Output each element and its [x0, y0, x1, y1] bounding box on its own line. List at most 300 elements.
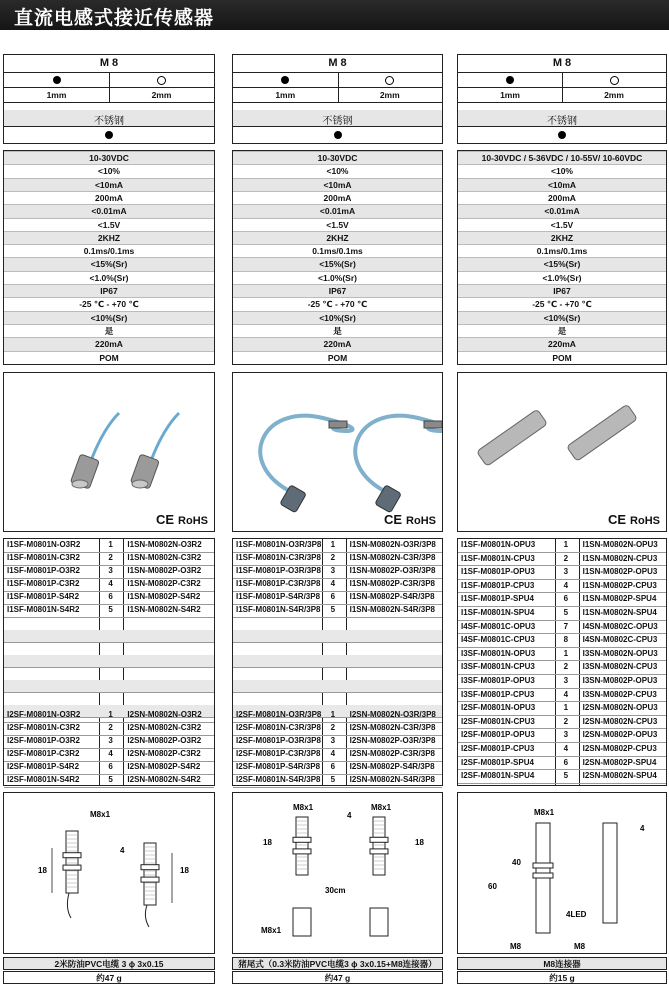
product-column — [457, 54, 667, 984]
material-dot-icon — [558, 131, 566, 139]
weight: 约47 g — [3, 971, 215, 984]
spec-row: <0.01mA — [233, 204, 442, 218]
model-code-npn: I2SF-M0801N-O3R/3P8 — [236, 710, 322, 719]
nonflush-ring-icon — [610, 76, 619, 85]
wiring-code: 2 — [108, 723, 113, 732]
range-row — [4, 88, 214, 103]
wiring-code: 3 — [330, 736, 336, 745]
wiring-code: 3 — [108, 736, 113, 745]
model-code-npn: I2SF-M0801P-C3R/3P8 — [236, 749, 321, 758]
nonflush-symbol — [338, 73, 443, 87]
wiring-code: 2 — [563, 553, 569, 563]
nut — [370, 849, 388, 854]
spec-row: 220mA — [233, 337, 442, 351]
spec-row: <10mA — [458, 178, 666, 192]
model-code-pnp: I1SN-M0802P-SPU4 — [582, 594, 657, 604]
nonflush-symbol — [109, 73, 214, 87]
material-row — [4, 110, 214, 127]
model-code-npn: I4SF-M0801C-OPU3 — [461, 621, 536, 631]
spec-row: 2KHZ — [233, 231, 442, 245]
dimension-drawing — [457, 792, 667, 954]
wiring-code: 5 — [330, 775, 336, 784]
model-code-pnp: I1SN-M0802N-C3R2 — [127, 553, 202, 562]
model-code-npn: I2SF-M0801N-SPU4 — [461, 771, 535, 781]
model-row — [4, 748, 214, 762]
dim-a-label: 4 — [120, 846, 125, 855]
material-row — [458, 110, 666, 127]
model-header-box — [457, 54, 667, 144]
model-code-npn: I2SF-M0801N-OPU3 — [461, 703, 536, 713]
model-code-npn: I1SF-M0801N-O3R2 — [7, 540, 81, 549]
cable-spec: M8连接器 — [457, 957, 667, 970]
model-code-pnp: I1SN-M0802N-OPU3 — [582, 540, 658, 549]
nonflush-ring-icon — [157, 76, 166, 85]
product-image — [3, 372, 215, 532]
nut — [370, 837, 388, 842]
spec-row: <10%(Sr) — [458, 311, 666, 325]
wiring-code: 5 — [108, 605, 113, 614]
model-code-pnp: I2SN-M0802N-CPU3 — [582, 716, 658, 726]
empty-row — [233, 617, 442, 631]
spec-row: <15%(Sr) — [233, 257, 442, 271]
spec-row: POM — [233, 351, 442, 365]
wiring-code: 7 — [563, 621, 569, 631]
sensor-photo — [458, 373, 666, 531]
model-row — [233, 552, 442, 566]
dimension-drawing — [232, 792, 443, 954]
model-row — [458, 770, 666, 784]
wiring-code: 4 — [330, 579, 336, 588]
wiring-code: 1 — [563, 540, 569, 549]
model-code-pnp: I1SN-M0802P-OPU3 — [582, 567, 658, 577]
sensor-face — [72, 480, 88, 488]
model-row — [458, 539, 666, 553]
spec-table — [232, 150, 443, 365]
wiring-code: 6 — [563, 757, 569, 767]
model-code-pnp: I2SN-M0802N-S4R2 — [127, 775, 201, 784]
model-row — [458, 689, 666, 703]
model-row — [4, 591, 214, 605]
flush-range: 1mm — [46, 90, 67, 100]
sensor-photo — [233, 373, 442, 531]
model-code-pnp: I2SN-M0802N-O3R/3P8 — [349, 710, 436, 719]
dim-l2-label: 18 — [180, 866, 189, 875]
spec-row: 10-30VDC — [233, 151, 442, 165]
wiring-code: 4 — [563, 580, 569, 590]
model-row — [4, 539, 214, 553]
model-code-pnp: I2SN-M0802P-S4R2 — [127, 762, 201, 771]
material-label: 不锈钢 — [547, 116, 577, 127]
nonflush-range: 2mm — [604, 90, 624, 100]
spec-row: <0.01mA — [4, 204, 214, 218]
spec-row: 220mA — [4, 337, 214, 351]
material-dot-icon — [105, 131, 113, 139]
dimension-svg — [4, 793, 214, 953]
model-code-pnp: I2SN-M0802N-OPU3 — [582, 703, 658, 713]
spec-row: <10%(Sr) — [4, 311, 214, 325]
wiring-code: 4 — [330, 749, 336, 758]
product-column — [3, 54, 215, 984]
model-code-pnp: I1SN-M0802N-C3R/3P8 — [349, 553, 436, 562]
model-code-npn: I2SF-M0801N-CPU3 — [461, 716, 535, 726]
model-code-pnp: I4SN-M0802C-OPU3 — [582, 621, 658, 631]
sensor-outline — [296, 817, 308, 875]
cable-end — [67, 893, 71, 918]
model-code-pnp: I1SN-M0802P-C3R2 — [127, 579, 201, 588]
wiring-code: 6 — [108, 762, 113, 771]
spec-row: <10mA — [4, 178, 214, 192]
spec-row: <10% — [233, 164, 442, 178]
dimension-drawing — [3, 792, 215, 954]
spec-row: 200mA — [4, 191, 214, 205]
model-row — [458, 634, 666, 648]
rohs-mark: RoHS — [406, 515, 436, 527]
wiring-code: 6 — [108, 592, 113, 601]
sensor-outline — [373, 817, 385, 875]
wiring-code: 2 — [108, 553, 113, 562]
model-code-pnp: I1SN-M0802N-CPU3 — [582, 553, 658, 563]
spec-row: 2KHZ — [458, 231, 666, 245]
wiring-code: 6 — [563, 594, 569, 604]
model-row — [233, 539, 442, 553]
product-column — [232, 54, 443, 984]
spec-row: -25 ℃ - +70 ℃ — [233, 297, 442, 311]
spec-row: IP67 — [233, 284, 442, 298]
flush-symbol — [4, 73, 109, 87]
model-row — [233, 709, 442, 723]
model-code-pnp: I1SN-M0802P-S4R/3P8 — [349, 592, 435, 601]
model-code-npn: I1SF-M0801N-O3R/3P8 — [236, 540, 322, 549]
m8-label-1: M8 — [510, 942, 522, 951]
model-code-pnp: I2SN-M0802P-C3R2 — [127, 749, 201, 758]
model-code-pnp: I1SN-M0802P-C3R/3P8 — [349, 579, 435, 588]
model-code-pnp: I1SN-M0802N-O3R2 — [127, 540, 202, 549]
spec-row: 10-30VDC — [4, 151, 214, 165]
model-row — [458, 729, 666, 743]
spec-row: IP67 — [4, 284, 214, 298]
wiring-code: 3 — [563, 730, 569, 740]
model-row — [4, 578, 214, 592]
spec-row: 220mA — [458, 337, 666, 351]
model-code-npn: I3SF-M0801P-OPU3 — [461, 676, 535, 685]
model-name: M 8 — [233, 55, 442, 73]
empty-row — [4, 680, 214, 694]
led-label: 4LED — [566, 910, 587, 919]
dim-l1-label: 40 — [512, 858, 521, 867]
spec-row: 0.1ms/0.1ms — [233, 244, 442, 258]
model-row — [233, 578, 442, 592]
product-image — [457, 372, 667, 532]
ce-rohs-mark — [156, 512, 208, 527]
sensor-outline — [144, 843, 156, 905]
spec-row: <10mA — [233, 178, 442, 192]
spec-row: <1.0%(Sr) — [233, 271, 442, 285]
spec-row: POM — [4, 351, 214, 365]
model-row — [233, 722, 442, 736]
flush-range: 1mm — [275, 90, 296, 100]
wiring-code: 1 — [330, 710, 336, 719]
wiring-code: 1 — [108, 710, 113, 719]
model-code-npn: I2SF-M0801P-OPU3 — [461, 730, 535, 740]
nonflush-ring-icon — [385, 76, 394, 85]
wiring-code: 6 — [330, 762, 336, 771]
connector-outline — [293, 908, 311, 936]
wiring-code: 5 — [330, 605, 336, 614]
model-row — [233, 774, 442, 788]
model-code-pnp: I2SN-M0802P-CPU3 — [582, 744, 657, 753]
material-dot-row — [233, 127, 442, 143]
empty-row — [233, 692, 442, 706]
model-code-npn: I2SF-M0801N-C3R/3P8 — [236, 723, 321, 732]
sensor-outline — [603, 823, 617, 923]
dim-l1-label: 18 — [263, 838, 272, 847]
model-code-npn: I2SF-M0801N-S4R2 — [7, 775, 80, 784]
model-row — [458, 607, 666, 621]
model-code-npn: I4SF-M0801C-CPU3 — [461, 635, 535, 645]
model-code-npn: I1SF-M0801N-OPU3 — [461, 540, 536, 549]
model-row — [458, 648, 666, 662]
wiring-code: 3 — [330, 566, 336, 575]
flush-symbol — [458, 73, 562, 87]
model-code-pnp: I2SN-M0802N-O3R2 — [127, 710, 202, 719]
spec-row: <10% — [458, 164, 666, 178]
model-header-box — [232, 54, 443, 144]
cable-spec: 2米防油PVC电缆 3 ϕ 3x0.15 — [3, 957, 215, 970]
spec-row: <1.0%(Sr) — [4, 271, 214, 285]
ce-rohs-mark — [384, 512, 436, 527]
model-row — [233, 735, 442, 749]
cable-end — [145, 905, 149, 927]
spec-row: <15%(Sr) — [4, 257, 214, 271]
model-code-pnp: I1SN-M0802N-O3R/3P8 — [349, 540, 436, 549]
cable — [92, 413, 119, 458]
wiring-code: 3 — [563, 676, 569, 685]
model-row — [458, 553, 666, 567]
model-code-npn: I2SF-M0801P-SPU4 — [461, 757, 534, 767]
mount-type-row — [458, 73, 666, 88]
model-code-npn: I3SF-M0801N-CPU3 — [461, 662, 535, 672]
model-code-npn: I1SF-M0801N-C3R2 — [7, 553, 80, 562]
model-code-pnp: I2SN-M0802P-O3R/3P8 — [349, 736, 436, 745]
spec-row: <1.0%(Sr) — [458, 271, 666, 285]
spec-row: <10%(Sr) — [233, 311, 442, 325]
nonflush-range: 2mm — [151, 90, 172, 100]
model-code-npn: I2SF-M0801P-O3R/3P8 — [236, 736, 321, 745]
model-row — [4, 709, 214, 723]
model-table — [457, 538, 667, 786]
wiring-code: 1 — [330, 540, 336, 549]
model-code-npn: I1SF-M0801P-SPU4 — [461, 594, 534, 604]
m8-label-2: M8 — [574, 942, 586, 951]
nut — [293, 849, 311, 854]
sensor-head — [329, 421, 347, 428]
mount-type-row — [233, 73, 442, 88]
empty-row — [233, 680, 442, 694]
mount-type-row — [4, 73, 214, 88]
wiring-code: 2 — [330, 723, 336, 732]
model-row — [458, 757, 666, 771]
wiring-code: 5 — [563, 608, 569, 617]
model-row — [458, 716, 666, 730]
spec-row: 10-30VDC / 5-36VDC / 10-55V/ 10-60VDC — [458, 151, 666, 165]
model-row — [458, 621, 666, 635]
spec-row: 0.1ms/0.1ms — [458, 244, 666, 258]
model-row — [233, 565, 442, 579]
spec-row: <0.01mA — [458, 204, 666, 218]
wiring-code: 3 — [108, 566, 113, 575]
dim-a-label: 4 — [640, 824, 645, 833]
model-header-box — [3, 54, 215, 144]
model-code-npn: I1SF-M0801N-C3R/3P8 — [236, 553, 321, 562]
wiring-code: 4 — [108, 749, 113, 758]
model-row — [458, 702, 666, 716]
spec-row: 0.1ms/0.1ms — [4, 244, 214, 258]
model-code-npn: I2SF-M0801P-S4R/3P8 — [236, 762, 321, 771]
model-name: M 8 — [4, 55, 214, 73]
model-code-pnp: I2SN-M0802N-C3R/3P8 — [349, 723, 436, 732]
rohs-mark: RoHS — [630, 515, 660, 527]
spec-row: IP67 — [458, 284, 666, 298]
model-code-pnp: I1SN-M0802N-S4R/3P8 — [349, 605, 435, 614]
empty-row — [233, 630, 442, 644]
sensor-outline — [66, 831, 78, 893]
model-code-pnp: I1SN-M0802N-SPU4 — [582, 608, 657, 617]
model-table — [232, 538, 443, 786]
material-dot — [233, 127, 442, 143]
wiring-code: 5 — [563, 771, 569, 781]
model-row — [4, 774, 214, 788]
model-code-npn: I1SF-M0801N-SPU4 — [461, 608, 535, 617]
model-row — [458, 675, 666, 689]
wiring-code: 4 — [108, 579, 113, 588]
model-code-npn: I1SF-M0801N-S4R/3P8 — [236, 605, 321, 614]
model-code-pnp: I1SN-M0802P-O3R2 — [127, 566, 202, 575]
model-row — [458, 743, 666, 757]
nut — [533, 863, 553, 868]
dimension-svg — [458, 793, 666, 953]
wiring-code: 1 — [108, 540, 113, 549]
product-image — [232, 372, 443, 532]
model-table — [3, 538, 215, 786]
sensor-head — [424, 421, 442, 428]
model-code-pnp: I2SN-M0802P-SPU4 — [582, 757, 657, 767]
material-dot-row — [458, 127, 666, 143]
material-dot — [4, 127, 214, 143]
model-code-npn: I1SF-M0801P-CPU3 — [461, 580, 535, 590]
model-code-pnp: I2SN-M0802N-S4R/3P8 — [349, 775, 435, 784]
empty-row — [4, 667, 214, 681]
nonflush-range: 2mm — [379, 90, 400, 100]
spec-row: <15%(Sr) — [458, 257, 666, 271]
flush-symbol — [233, 73, 338, 87]
wiring-code: 2 — [563, 716, 569, 726]
model-code-npn: I2SF-M0801N-S4R/3P8 — [236, 775, 321, 784]
material-label: 不锈钢 — [322, 116, 353, 127]
nut — [141, 865, 159, 870]
model-code-pnp: I2SN-M0802N-C3R2 — [127, 723, 202, 732]
model-row — [4, 565, 214, 579]
flush-range: 1mm — [500, 90, 520, 100]
ce-mark: CE — [383, 512, 403, 527]
empty-row — [233, 642, 442, 656]
material-dot — [458, 127, 666, 143]
nut — [141, 877, 159, 882]
model-code-npn: I2SF-M0801P-C3R2 — [7, 749, 80, 758]
model-row — [458, 566, 666, 580]
wiring-code: 5 — [108, 775, 113, 784]
sensor-body — [477, 409, 548, 466]
model-code-npn: I2SF-M0801P-CPU3 — [461, 744, 535, 753]
connector-outline — [370, 908, 388, 936]
model-code-pnp: I1SN-M0802P-O3R/3P8 — [349, 566, 436, 575]
model-code-npn: I1SF-M0801P-S4R/3P8 — [236, 592, 321, 601]
spec-row: 200mA — [233, 191, 442, 205]
spec-row: <1.5V — [458, 218, 666, 232]
sensor-photo — [4, 373, 214, 531]
nonflush-symbol — [562, 73, 666, 87]
material-label: 不锈钢 — [94, 116, 124, 127]
wiring-code: 1 — [563, 648, 569, 658]
empty-row — [233, 655, 442, 669]
spec-row: <10% — [4, 164, 214, 178]
model-code-pnp: I2SN-M0802P-O3R2 — [127, 736, 202, 745]
range-row — [458, 88, 666, 103]
ce-mark: CE — [607, 512, 627, 527]
model-code-pnp: I2SN-M0802P-OPU3 — [582, 730, 658, 740]
model-code-pnp: I3SN-M0802P-OPU3 — [582, 676, 658, 685]
material-dot-icon — [334, 131, 342, 139]
nut — [63, 853, 81, 858]
wiring-code: 6 — [330, 592, 336, 601]
model-code-pnp: I3SN-M0802P-CPU3 — [582, 689, 657, 699]
weight: 约47 g — [232, 971, 443, 984]
cable — [152, 413, 179, 458]
model-code-pnp: I3SN-M0802N-CPU3 — [582, 662, 658, 672]
wiring-code: 1 — [563, 703, 569, 713]
spec-row: 2KHZ — [4, 231, 214, 245]
model-row — [233, 591, 442, 605]
material-row — [233, 110, 442, 127]
empty-row — [4, 617, 214, 631]
spec-row: <1.5V — [4, 218, 214, 232]
spec-table — [3, 150, 215, 365]
model-code-npn: I3SF-M0801N-OPU3 — [461, 648, 536, 658]
ce-rohs-mark — [608, 512, 660, 527]
material-dot-row — [4, 127, 214, 143]
model-row — [233, 604, 442, 618]
flush-dot-icon — [506, 76, 514, 84]
model-code-npn: I2SF-M0801P-S4R2 — [7, 762, 80, 771]
spec-row: -25 ℃ - +70 ℃ — [458, 297, 666, 311]
dim-l1-label: 18 — [38, 866, 47, 875]
dimension-svg — [233, 793, 442, 953]
empty-row — [4, 655, 214, 669]
model-code-npn: I2SF-M0801P-O3R2 — [7, 736, 80, 745]
spec-row: -25 ℃ - +70 ℃ — [4, 297, 214, 311]
empty-row — [233, 667, 442, 681]
model-code-pnp: I4SN-M0802C-CPU3 — [582, 635, 658, 645]
wiring-code: 2 — [330, 553, 336, 562]
page-header — [0, 0, 669, 30]
model-name: M 8 — [458, 55, 666, 73]
page-title: 直流电感式接近传感器 — [14, 8, 215, 29]
model-row — [4, 735, 214, 749]
thread-label: M8x1 — [293, 803, 314, 812]
wiring-code: 2 — [563, 662, 569, 672]
model-code-npn: I1SF-M0801P-O3R2 — [7, 566, 80, 575]
empty-row — [4, 692, 214, 706]
thread-label: M8x1 — [90, 810, 111, 819]
